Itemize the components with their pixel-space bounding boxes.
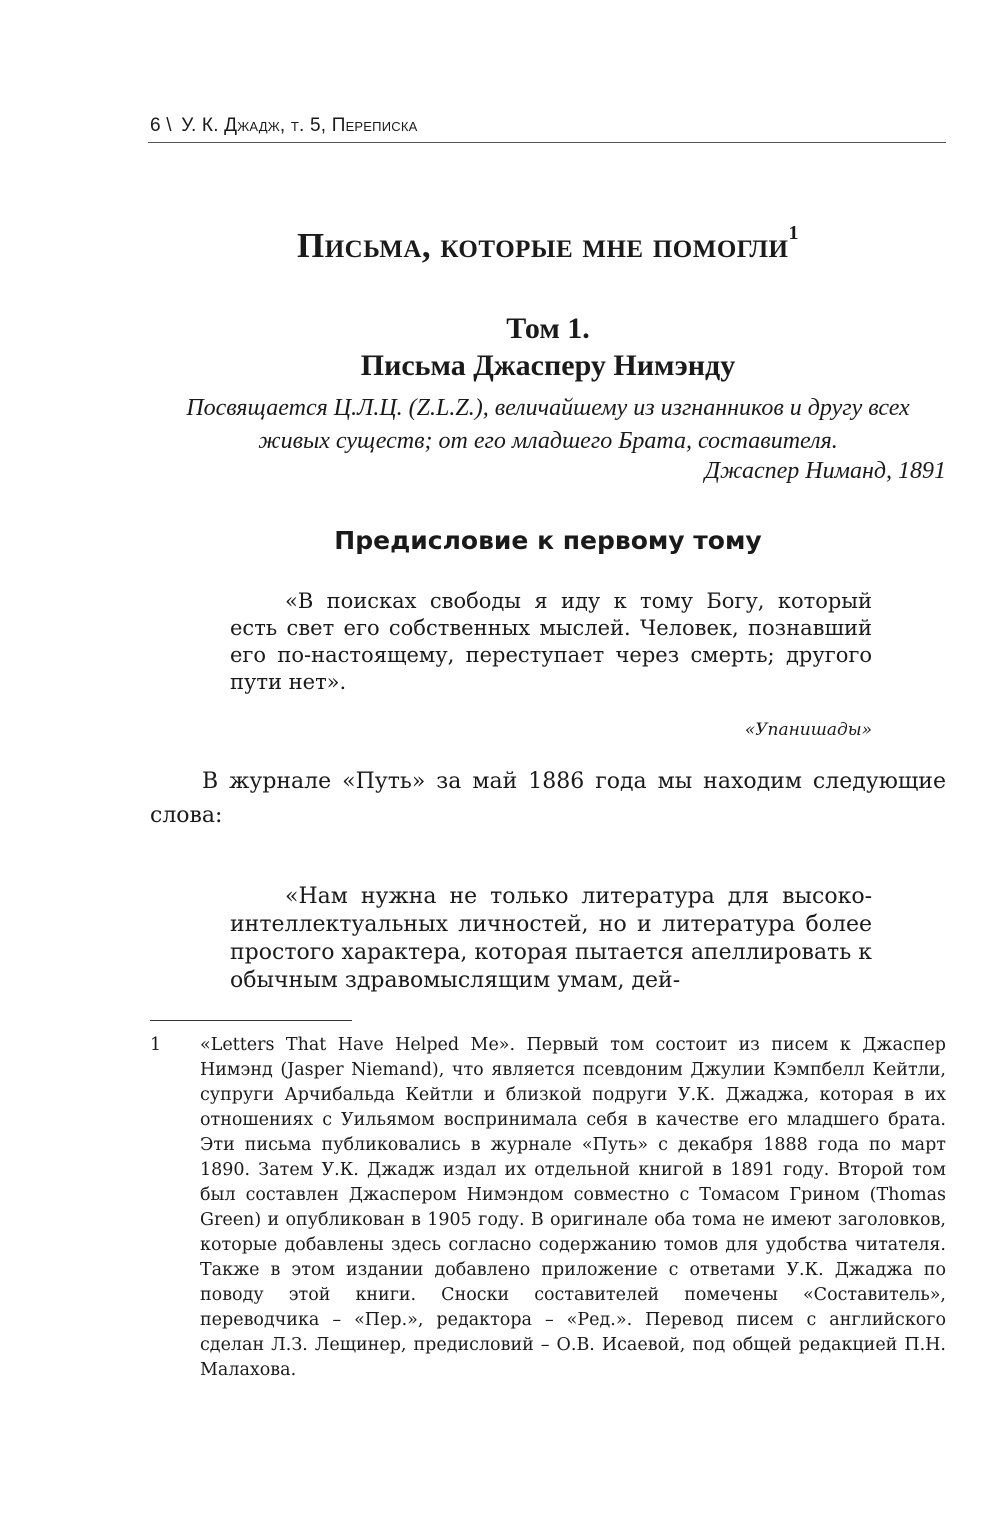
footnote-text: «Letters That Have Helped Me». Первый том состоит из писем к Джаспер Нимэнд (Jasper Niemand), что является псевдоним Джулии Кэмпбелл Кейтли, супруги Арчибальда Кейтли и близкой подруги У.К. Джаджа, которая в их отношениях с Уильямом воспринимала себя в качестве его младшего брата. Эти письма публиковались в журнале «Путь» с декабря 1888 года по март 1890. Затем У.К. Джадж издал их отдельной книгой в 1891 году. Второй том был составлен Джаспером Нимэндом совместно с Томасом Грином (Thomas Green) и опубликован в 1905 году. В оригинале оба тома не имеют заголовков, которые добавлены здесь согласно содержанию томов для удобства читателя. Также в этом издании добавлено приложение с ответами У.К. Джаджа по поводу этой книги. Сноски составителей помечены «Составитель», переводчика – «Пер.», редактора – «Ред.». Перевод писем с английского сделан Л.З. Лещинер, предисловий – О.В. Исаевой, под общей редакцией П.Н. Малахова.	[200, 1035, 946, 1380]
running-head	[150, 115, 946, 137]
volume-label: Том 1.	[506, 312, 590, 345]
volume-title: Письма Джасперу Нимэнду	[360, 349, 736, 382]
section-title: Предисловие к первому тому	[334, 526, 762, 555]
dedication: Посвящается Ц.Л.Ц. (Z.L.Z.), величайшему из изгнанников и другу всех живых существ; от его младшего Брата, составителя.	[186, 395, 910, 454]
running-title: У. К. Джадж, т. 5, Переписка	[181, 115, 418, 136]
page-title-text: Письма, которые мне помогли	[297, 226, 789, 265]
footnote-number: 1	[150, 1035, 162, 1055]
header-rule	[148, 142, 946, 143]
footnote-ref[interactable]: 1	[788, 222, 799, 244]
epigraph: «В поисках свободы я иду к тому Богу, который есть свет его собственных мыслей. Человек, познавший его по-настоящему, переступает через смерть; другого пути нет».	[230, 589, 872, 694]
page-title	[150, 222, 946, 266]
body-paragraph: В журнале «Путь» за май 1886 года мы находим следующие слова:	[150, 769, 946, 828]
page-number: 6 \	[150, 115, 172, 136]
footnote	[150, 1033, 946, 1383]
footnote-rule	[150, 1020, 352, 1021]
epigraph-source: «Упанишады»	[744, 720, 872, 740]
dedication-signature: Джаспер Ниманд, 1891	[704, 458, 946, 484]
block-quote: «Нам нужна не только литература для высоко-интеллектуальных личностей, но и литература более простого характера, которая пытается апеллировать к обычным здравомыслящим умам, дей-	[230, 884, 872, 993]
